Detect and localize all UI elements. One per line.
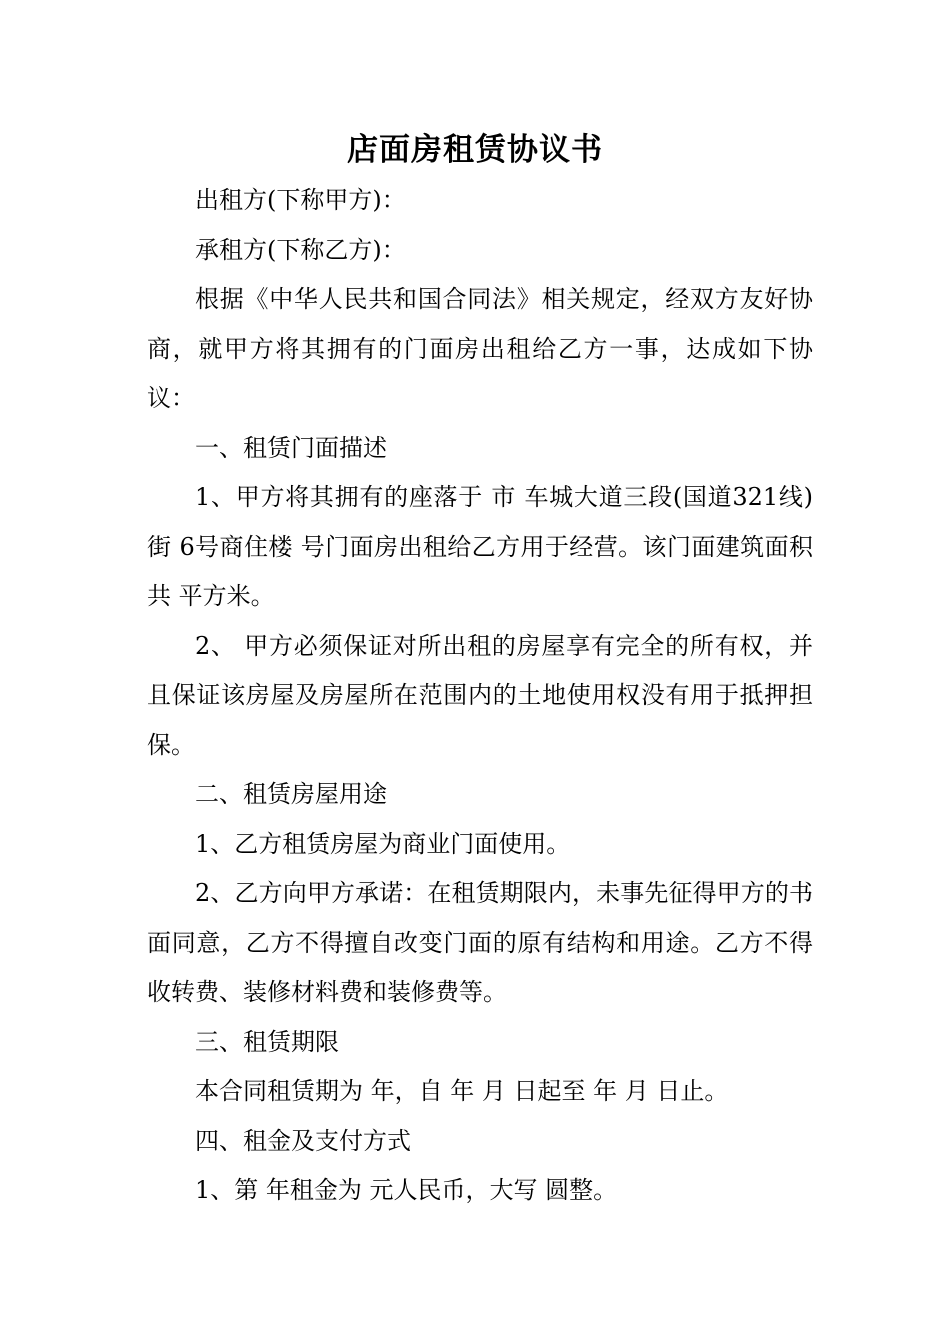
clause-4-1: 1、第 年租金为 元人民币，大写 圆整。: [195, 1176, 618, 1204]
document-body: [147, 176, 813, 1216]
clause-1-2: 2、 甲方必须保证对所出租的房屋享有完全的所有权，并且保证该房屋及房屋所在范围内的土地使用权没有用于抵押担保。: [147, 631, 813, 759]
lessee-line: 承租方(下称乙方)：: [195, 235, 406, 264]
clause-2-1: 1、乙方租赁房屋为商业门面使用。: [195, 829, 571, 858]
clause-2-2: 2、乙方向甲方承诺：在租赁期限内，未事先征得甲方的书面同意，乙方不得擅自改变门面的原有结构和用途。乙方不得收转费、装修材料费和装修费等。: [147, 879, 813, 1006]
clause-1-1: 1、甲方将其拥有的座落于 市 车城大道三段(国道321线) 街 6号商住楼 号门面房出租给乙方用于经营。该门面建筑面积共 平方米。: [147, 483, 813, 610]
preamble-paragraph: 根据《中华人民共和国合同法》相关规定，经双方友好协商，就甲方将其拥有的门面房出租给乙方一事，达成如下协议：: [147, 285, 813, 412]
section-heading-4: 四、租金及支付方式: [195, 1126, 411, 1155]
section-heading-1: 一、租赁门面描述: [195, 433, 387, 462]
section-heading-2: 二、租赁房屋用途: [195, 780, 387, 808]
document-title: 店面房租赁协议书: [347, 132, 603, 168]
clause-3-1: 本合同租赁期为 年，自 年 月 日起至 年 月 日止。: [195, 1077, 729, 1105]
section-heading-3: 三、租赁期限: [195, 1027, 339, 1056]
lessor-line: 出租方(下称甲方)：: [195, 186, 406, 214]
